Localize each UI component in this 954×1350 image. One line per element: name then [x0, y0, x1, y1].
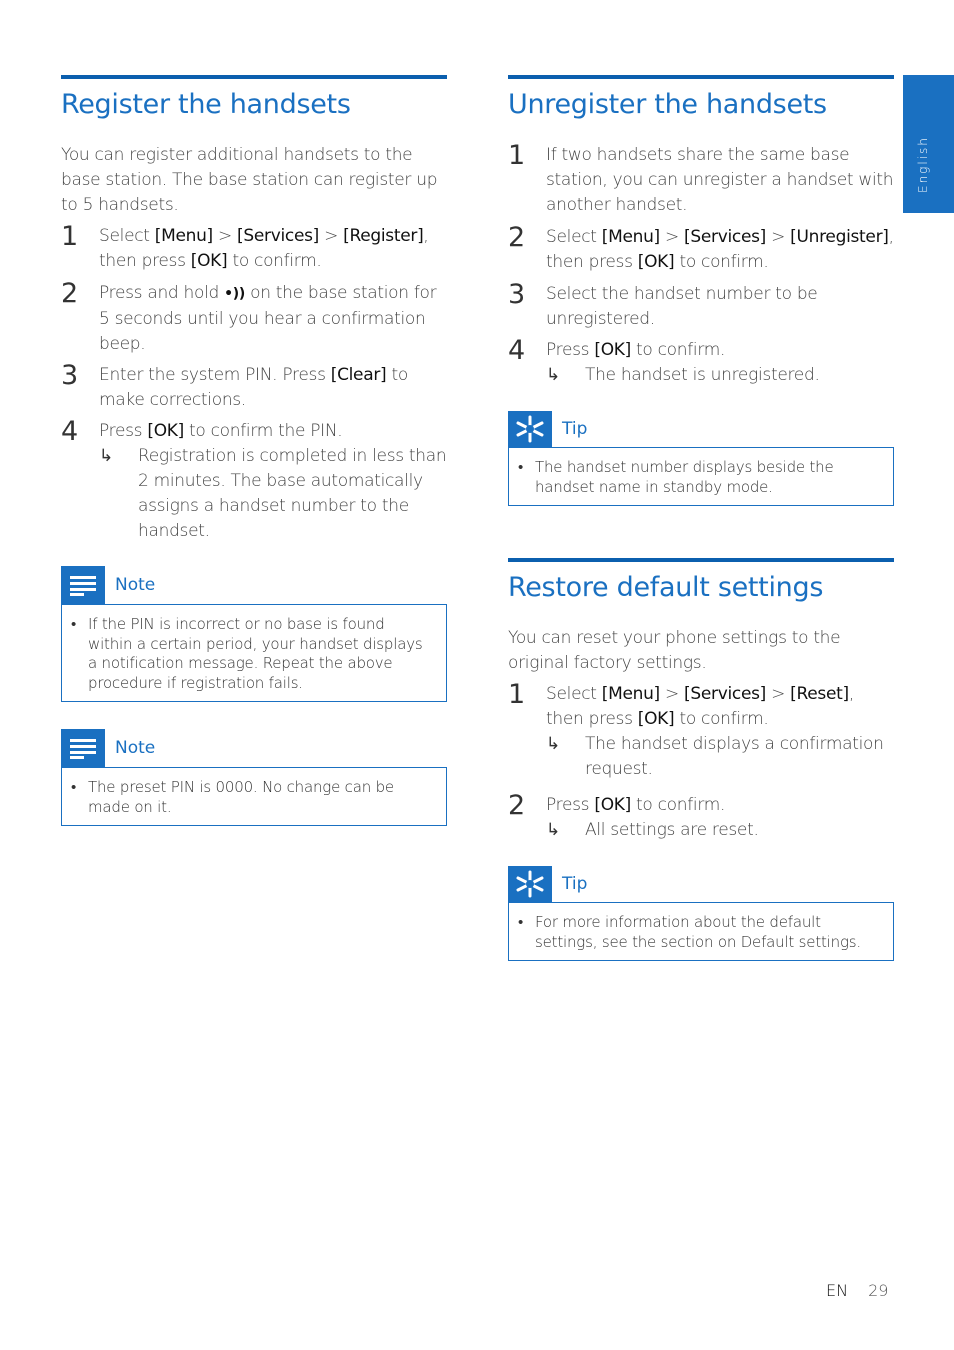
ok-key: [OK] [190, 251, 228, 271]
result-text: Registration is completed in less than 2 minutes. The base automatically assigns a handset number to the handset. [138, 446, 447, 541]
register-key: [Register] [343, 226, 424, 246]
note-icon [61, 729, 105, 767]
step-text: , then press [546, 227, 894, 272]
tip-box-1 [508, 411, 894, 506]
note-text: If the PIN is incorrect or no base is found within a certain period, your handset displays a notification message. Repeat the above procedure if registration fails. [88, 615, 423, 692]
step-text: to confirm the PIN. [183, 421, 343, 441]
restore-step-1 [508, 679, 894, 782]
register-section [61, 75, 447, 544]
unregister-section [508, 75, 894, 388]
step-text: > [212, 226, 238, 246]
note-body [61, 604, 447, 702]
unregister-step-1 [508, 140, 894, 218]
tip-icon [508, 411, 552, 447]
step-number: 2 [508, 222, 525, 253]
services-key: [Services] [237, 226, 319, 246]
step-text: > [319, 226, 344, 246]
result-arrow-icon: ↳ [546, 365, 560, 385]
note-box-1 [61, 566, 447, 702]
step-text: , then press [546, 684, 854, 729]
step-result [546, 732, 894, 782]
ok-key: [OK] [594, 795, 631, 815]
unregister-step-4 [508, 335, 894, 388]
restore-title: Restore default settings [508, 572, 824, 603]
step-text: to confirm. [630, 795, 726, 815]
step-text: to confirm. [674, 252, 769, 272]
unregister-step-3 [508, 279, 894, 332]
restore-intro: You can reset your phone settings to the original factory settings. [508, 628, 841, 673]
unregister-key: [Unregister] [790, 227, 889, 247]
result-arrow-icon: ↳ [546, 734, 560, 754]
step-number: 4 [61, 416, 78, 447]
step-text: Press [546, 340, 595, 360]
step-result [99, 444, 447, 544]
result-arrow-icon: ↳ [99, 446, 113, 466]
step-text: on the base station for 5 seconds until you hear a confirmation beep. [99, 283, 437, 354]
step-number: 1 [508, 679, 525, 710]
step-text: If two handsets share the same base station, you can unregister a handset with another handset. [546, 145, 894, 215]
section-rule [508, 558, 894, 562]
step-text: , then press [99, 226, 429, 271]
tip-label: Tip [562, 874, 588, 894]
step-text: Select [546, 684, 602, 704]
step-text: > [659, 684, 685, 704]
note-icon [61, 566, 105, 604]
note-header [61, 566, 447, 604]
step-number: 3 [61, 360, 78, 391]
page-footer [826, 1281, 888, 1300]
tip-header [508, 866, 894, 902]
register-step-3 [61, 360, 447, 413]
result-text: The handset is unregistered. [585, 365, 820, 385]
language-tab [903, 75, 954, 213]
restore-section [508, 558, 894, 843]
step-number: 4 [508, 335, 525, 366]
result-arrow-icon: ↳ [546, 820, 560, 840]
step-text: > [659, 227, 685, 247]
step-text: > [766, 684, 791, 704]
note-body [61, 767, 447, 826]
ok-key: [OK] [147, 421, 184, 441]
ok-key: [OK] [594, 340, 631, 360]
bullet: • [71, 778, 77, 796]
right-column [508, 75, 894, 961]
bullet: • [71, 615, 77, 633]
restore-step-2 [508, 790, 894, 843]
step-number: 1 [61, 221, 78, 252]
register-title: Register the handsets [61, 89, 351, 120]
step-text: Press and hold [99, 283, 225, 303]
clear-key: [Clear] [330, 365, 387, 385]
page-number: 29 [868, 1281, 889, 1300]
footer-language: EN [826, 1281, 849, 1300]
tip-icon [508, 866, 552, 902]
step-text: Press [99, 421, 148, 441]
step-number: 3 [508, 279, 525, 310]
section-rule [508, 75, 894, 79]
note-label: Note [115, 575, 156, 595]
step-result [546, 363, 894, 388]
bullet: • [518, 913, 524, 931]
note-box-2 [61, 729, 447, 826]
register-step-1 [61, 221, 447, 274]
step-number: 2 [508, 790, 525, 821]
section-rule [61, 75, 447, 79]
reset-key: [Reset] [790, 684, 849, 704]
register-intro: You can register additional handsets to the base station. The base station can register up to 5 handsets. [61, 145, 438, 215]
tip-header [508, 411, 894, 447]
tip-body [508, 902, 894, 961]
step-text: Press [546, 795, 595, 815]
step-text: to confirm. [630, 340, 726, 360]
menu-key: [Menu] [154, 226, 213, 246]
step-text: to confirm. [227, 251, 322, 271]
menu-key: [Menu] [601, 227, 660, 247]
ok-key: [OK] [637, 252, 675, 272]
register-step-2 [61, 278, 447, 357]
step-number: 1 [508, 140, 525, 171]
step-text: Select [99, 226, 155, 246]
left-column [61, 75, 447, 826]
note-label: Note [115, 738, 156, 758]
tip-body [508, 447, 894, 506]
step-result [546, 818, 894, 843]
result-text: All settings are reset. [585, 820, 759, 840]
services-key: [Services] [684, 227, 766, 247]
result-text: The handset displays a confirmation request. [585, 734, 884, 779]
step-text: > [766, 227, 791, 247]
unregister-step-2 [508, 222, 894, 275]
step-number: 2 [61, 278, 78, 309]
ok-key: [OK] [637, 709, 675, 729]
step-text: Select the handset number to be unregistered. [546, 284, 818, 329]
step-text: to confirm. [674, 709, 769, 729]
unregister-title: Unregister the handsets [508, 89, 827, 120]
note-text: The preset PIN is 0000. No change can be made on it. [88, 778, 394, 816]
language-tab-label: English [916, 136, 930, 193]
tip-box-2 [508, 866, 894, 961]
paging-key-icon: •)) [224, 286, 245, 302]
bullet: • [518, 458, 524, 476]
services-key: [Services] [684, 684, 766, 704]
tip-text: For more information about the default settings, see the section on Default settings. [535, 913, 861, 951]
tip-text: The handset number displays beside the handset name in standby mode. [535, 458, 834, 496]
tip-label: Tip [562, 419, 588, 439]
step-text: Enter the system PIN. Press [99, 365, 331, 385]
step-text: Select [546, 227, 602, 247]
menu-key: [Menu] [601, 684, 660, 704]
note-header [61, 729, 447, 767]
step-text: to make corrections. [99, 365, 408, 410]
register-step-4 [61, 416, 447, 544]
